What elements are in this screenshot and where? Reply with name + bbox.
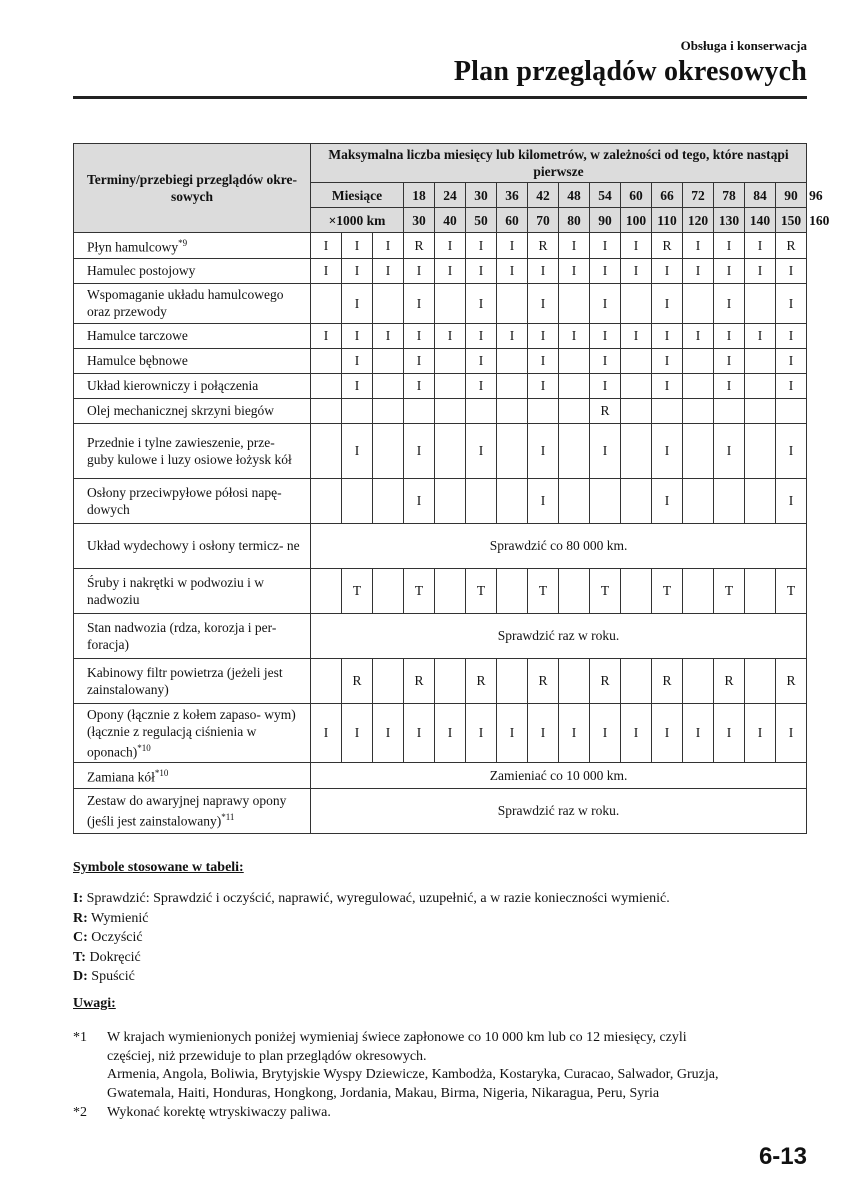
schedule-cell: I: [714, 373, 745, 398]
row-label: Śruby i nakrętki w podwoziu i w nadwoziu: [74, 568, 311, 613]
schedule-cell: I: [466, 233, 497, 259]
schedule-cell: [497, 373, 528, 398]
schedule-cell: I: [497, 258, 528, 283]
schedule-cell: I: [342, 703, 373, 763]
schedule-cell: I: [342, 373, 373, 398]
section-title: Obsługa i konserwacja: [680, 38, 807, 53]
schedule-cell: I: [776, 323, 807, 348]
symbol-item: [73, 911, 149, 927]
schedule-cell: [621, 283, 652, 323]
km-header: 80: [559, 208, 590, 233]
schedule-cell: I: [652, 258, 683, 283]
schedule-cell: R: [342, 658, 373, 703]
schedule-cell: [683, 423, 714, 478]
schedule-cell: I: [528, 478, 559, 523]
schedule-cell: [435, 423, 466, 478]
schedule-cell: I: [342, 283, 373, 323]
symbol-item: [73, 950, 141, 966]
schedule-cell: [559, 568, 590, 613]
schedule-cell: I: [590, 423, 621, 478]
schedule-cell: I: [528, 283, 559, 323]
row-label: Osłony przeciwpyłowe półosi napę- dowych: [74, 478, 311, 523]
schedule-cell: R: [404, 233, 435, 259]
row-instruction: Sprawdzić co 80 000 km.: [311, 523, 807, 568]
schedule-cell: [683, 373, 714, 398]
corner-header: Terminy/przebiegi przeglądów okre- sowych: [74, 144, 311, 233]
row-label: Olej mechanicznej skrzyni biegów: [74, 398, 311, 423]
schedule-cell: [497, 398, 528, 423]
schedule-cell: [404, 398, 435, 423]
schedule-cell: I: [714, 348, 745, 373]
schedule-cell: I: [776, 703, 807, 763]
schedule-cell: I: [342, 323, 373, 348]
schedule-cell: [311, 568, 342, 613]
note-line: Wykonać korektę wtryskiwaczy paliwa.: [107, 1105, 331, 1120]
schedule-cell: T: [652, 568, 683, 613]
symbol-key: D:: [73, 969, 88, 984]
row-label: Hamulce bębnowe: [74, 348, 311, 373]
schedule-cell: [497, 658, 528, 703]
km-label: ×1000 km: [311, 208, 404, 233]
table-row: [74, 613, 807, 658]
schedule-cell: [373, 373, 404, 398]
km-header: 40: [435, 208, 466, 233]
schedule-cell: I: [404, 423, 435, 478]
schedule-cell: I: [435, 323, 466, 348]
symbol-key: C:: [73, 930, 88, 945]
maintenance-schedule-table: Terminy/przebiegi przeglądów okre- sowych Maksymalna liczba miesięcy lub kilometrów, w zależności od tego, które nastąpi pierwsze Miesiące 18 24 30 36 42 48 54 60 66 72 78 84 90 96 ×1000 km 30 40 50 60 70 80 90 100 110 120 130 140 150 160 Płyn hamulcowy$^{*9}$ I I I R I I I R I I I R I I I R Hamulec postojowy I I I I I I I I I I I I I I I I Wspomaganie układu hamulcowego oraz przewody I I I I I I I I Hamulce tarczowe I I I I I I I I I I I I I I I I Hamulce bębnowe I I I I I I I I Układ kierowniczy i połączenia I I I I I I I I Olej mechanicznej skrzyni biegów R Przednie i tylne zawieszenie, prze- guby kulowe i luzy osiowe łożysk kół I I I I I I I I Osłony przeciwpyłowe półosi napę- dowych I I I I Układ wydechowy i osłony termicz- ne Sprawdzić co 80 000 km. Śruby i nakrętki w podwoziu i w nadwoziu T T T T T T T T Stan nadwozia (rdza, korozja i per- foracja) Sprawdzić raz w roku. Kabinowy filtr powietrza (jeżeli jest zainstalowany) R R R R R R R R Opony (łącznie z kołem zapaso- wym) (łącznie z regulacją ciśnienia w oponach)$^{*10}$ I I I I I I I I I I I I I I I I Zamiana kół$^{*10}$ Zamieniać co 10 000 km. Zestaw do awaryjnej naprawy opony (jeśli jest zainstalowany)$^{*11}$ Sprawdzić raz w roku.: [73, 143, 807, 834]
schedule-cell: I: [590, 283, 621, 323]
symbol-text: Wymienić: [91, 910, 149, 926]
schedule-cell: [466, 398, 497, 423]
schedule-cell: [621, 398, 652, 423]
schedule-cell: I: [652, 423, 683, 478]
schedule-cell: [497, 478, 528, 523]
symbol-item: [73, 969, 135, 985]
note-item: [73, 1104, 806, 1123]
schedule-cell: I: [776, 423, 807, 478]
schedule-cell: I: [683, 258, 714, 283]
schedule-cell: I: [342, 233, 373, 259]
schedule-cell: [652, 398, 683, 423]
symbol-key: R:: [73, 910, 88, 926]
schedule-cell: I: [311, 703, 342, 763]
schedule-cell: [435, 658, 466, 703]
schedule-cell: I: [590, 348, 621, 373]
schedule-cell: [559, 478, 590, 523]
schedule-cell: R: [714, 658, 745, 703]
schedule-cell: R: [652, 233, 683, 259]
schedule-cell: I: [590, 233, 621, 259]
schedule-cell: R: [590, 658, 621, 703]
schedule-cell: T: [404, 568, 435, 613]
schedule-cell: I: [404, 323, 435, 348]
schedule-cell: R: [776, 658, 807, 703]
note-line: Armenia, Angola, Boliwia, Brytyjskie Wyspy Dziewicze, Kambodża, Kostaryka, Curacao, Salwador, Gruzja,: [107, 1067, 719, 1082]
schedule-cell: [373, 658, 404, 703]
km-header: 70: [528, 208, 559, 233]
schedule-cell: I: [404, 373, 435, 398]
schedule-cell: T: [342, 568, 373, 613]
schedule-cell: I: [528, 423, 559, 478]
schedule-cell: I: [745, 233, 776, 259]
schedule-cell: [435, 373, 466, 398]
schedule-cell: [621, 348, 652, 373]
schedule-cell: I: [652, 478, 683, 523]
schedule-cell: I: [342, 258, 373, 283]
schedule-cell: I: [745, 258, 776, 283]
schedule-cell: [745, 478, 776, 523]
schedule-cell: [621, 373, 652, 398]
schedule-cell: I: [311, 258, 342, 283]
schedule-cell: I: [373, 233, 404, 259]
schedule-cell: R: [404, 658, 435, 703]
schedule-cell: [373, 283, 404, 323]
row-label: Stan nadwozia (rdza, korozja i per- foracja): [74, 613, 311, 658]
schedule-cell: I: [497, 703, 528, 763]
month-header: 48: [559, 183, 590, 208]
schedule-cell: [373, 348, 404, 373]
table-row: [74, 323, 807, 348]
schedule-cell: [621, 658, 652, 703]
schedule-cell: [497, 423, 528, 478]
km-header: 120: [683, 208, 714, 233]
schedule-cell: I: [652, 323, 683, 348]
schedule-cell: [621, 568, 652, 613]
row-label: Opony (łącznie z kołem zapaso- wym) (łącznie z regulacją ciśnienia w oponach)$^{*10}$: [74, 703, 311, 763]
schedule-cell: T: [528, 568, 559, 613]
month-header: 18: [404, 183, 435, 208]
interval-group-header: Maksymalna liczba miesięcy lub kilometrów, w zależności od tego, które nastąpi pierwsze: [311, 144, 807, 183]
table-row: [74, 233, 807, 259]
schedule-cell: I: [559, 258, 590, 283]
km-header: 150: [776, 208, 807, 233]
table-row: [74, 763, 807, 789]
title-divider: [73, 96, 807, 99]
schedule-cell: I: [776, 258, 807, 283]
month-header: 36: [497, 183, 528, 208]
month-header: 30: [466, 183, 497, 208]
schedule-cell: [714, 478, 745, 523]
table-row: [74, 258, 807, 283]
symbol-key: I:: [73, 891, 84, 906]
footnote-ref: *11: [221, 811, 235, 822]
schedule-cell: [559, 348, 590, 373]
footnote-ref: *10: [137, 742, 151, 753]
table-row: [74, 478, 807, 523]
schedule-cell: I: [621, 233, 652, 259]
schedule-cell: I: [466, 423, 497, 478]
footnote-ref: *9: [178, 238, 188, 248]
km-header: 90: [590, 208, 621, 233]
schedule-cell: [683, 398, 714, 423]
schedule-cell: [373, 398, 404, 423]
schedule-cell: I: [404, 258, 435, 283]
month-header: 84: [745, 183, 776, 208]
note-line: Gwatemala, Haiti, Honduras, Hongkong, Jordania, Makau, Birma, Nigeria, Nikaragua, Peru, Syria: [107, 1085, 660, 1101]
schedule-cell: [497, 568, 528, 613]
row-label: Hamulec postojowy: [74, 258, 311, 283]
schedule-cell: [311, 283, 342, 323]
note-line: W krajach wymienionych poniżej wymieniaj świece zapłonowe co 10 000 km lub co 12 miesięcy, czyli: [107, 1030, 687, 1045]
schedule-cell: T: [776, 568, 807, 613]
table-row: [74, 523, 807, 568]
schedule-cell: I: [621, 258, 652, 283]
schedule-cell: [435, 283, 466, 323]
schedule-cell: I: [404, 703, 435, 763]
schedule-cell: [435, 348, 466, 373]
schedule-cell: I: [776, 348, 807, 373]
table-row: [74, 373, 807, 398]
schedule-cell: I: [652, 373, 683, 398]
schedule-cell: [311, 398, 342, 423]
schedule-cell: I: [311, 233, 342, 259]
schedule-cell: [559, 398, 590, 423]
schedule-cell: [311, 658, 342, 703]
table-row: [74, 398, 807, 423]
schedule-cell: I: [714, 703, 745, 763]
schedule-cell: I: [311, 323, 342, 348]
row-label: Zamiana kół$^{*10}$: [74, 763, 311, 789]
row-label: Układ wydechowy i osłony termicz- ne: [74, 523, 311, 568]
table-row: [74, 658, 807, 703]
schedule-cell: I: [466, 258, 497, 283]
schedule-cell: R: [590, 398, 621, 423]
schedule-cell: I: [652, 703, 683, 763]
schedule-cell: [311, 478, 342, 523]
month-header: 60: [621, 183, 652, 208]
schedule-cell: [528, 398, 559, 423]
schedule-cell: I: [714, 233, 745, 259]
schedule-cell: [342, 478, 373, 523]
symbol-text: Oczyścić: [91, 930, 143, 945]
schedule-cell: [559, 423, 590, 478]
schedule-cell: [311, 373, 342, 398]
schedule-cell: I: [776, 373, 807, 398]
schedule-cell: I: [528, 348, 559, 373]
schedule-cell: [559, 283, 590, 323]
schedule-cell: [373, 568, 404, 613]
schedule-cell: T: [590, 568, 621, 613]
schedule-cell: [745, 373, 776, 398]
month-header: 78: [714, 183, 745, 208]
schedule-cell: [745, 423, 776, 478]
footnote-ref: *10: [154, 768, 169, 778]
symbol-item: [73, 930, 143, 946]
row-instruction: Sprawdzić raz w roku.: [311, 788, 807, 833]
schedule-cell: [745, 658, 776, 703]
schedule-cell: I: [776, 283, 807, 323]
schedule-cell: I: [559, 323, 590, 348]
schedule-cell: I: [404, 283, 435, 323]
km-header: 60: [497, 208, 528, 233]
schedule-cell: I: [435, 703, 466, 763]
schedule-cell: [776, 398, 807, 423]
schedule-cell: I: [590, 323, 621, 348]
schedule-cell: [311, 348, 342, 373]
symbol-text: Sprawdzić: Sprawdzić i oczyścić, naprawić, wyregulować, uzupełnić, a w razie konieczności wymienić.: [86, 891, 670, 906]
row-instruction: Sprawdzić raz w roku.: [311, 613, 807, 658]
schedule-cell: I: [373, 323, 404, 348]
schedule-cell: I: [590, 373, 621, 398]
schedule-cell: I: [683, 233, 714, 259]
row-instruction: Zamieniać co 10 000 km.: [311, 763, 807, 789]
table-row: [74, 283, 807, 323]
month-header: 90: [776, 183, 807, 208]
schedule-cell: I: [621, 323, 652, 348]
month-header: 72: [683, 183, 714, 208]
schedule-cell: [435, 478, 466, 523]
schedule-cell: I: [466, 703, 497, 763]
schedule-cell: T: [714, 568, 745, 613]
schedule-cell: I: [466, 373, 497, 398]
row-label: Kabinowy filtr powietrza (jeżeli jest zainstalowany): [74, 658, 311, 703]
months-label: Miesiące: [311, 183, 404, 208]
month-header: 54: [590, 183, 621, 208]
schedule-cell: I: [652, 348, 683, 373]
symbol-key: T:: [73, 949, 86, 965]
table-row: [74, 788, 807, 833]
schedule-cell: I: [714, 258, 745, 283]
schedule-cell: [621, 423, 652, 478]
schedule-cell: I: [435, 258, 466, 283]
schedule-cell: [745, 283, 776, 323]
row-label: Hamulce tarczowe: [74, 323, 311, 348]
schedule-cell: [466, 478, 497, 523]
schedule-cell: I: [714, 283, 745, 323]
schedule-cell: I: [590, 703, 621, 763]
schedule-cell: [745, 568, 776, 613]
schedule-cell: I: [528, 323, 559, 348]
schedule-cell: I: [528, 373, 559, 398]
schedule-cell: I: [435, 233, 466, 259]
schedule-cell: I: [714, 323, 745, 348]
schedule-cell: [435, 568, 466, 613]
schedule-cell: I: [528, 703, 559, 763]
symbols-title: Symbole stosowane w tabeli:: [73, 860, 244, 875]
schedule-cell: [621, 478, 652, 523]
schedule-cell: I: [497, 233, 528, 259]
note-mark: *2: [73, 1105, 87, 1120]
schedule-cell: I: [466, 323, 497, 348]
notes-title: Uwagi:: [73, 996, 116, 1011]
schedule-cell: [342, 398, 373, 423]
page-title: Plan przeglądów okresowych: [453, 56, 807, 87]
note-line: częściej, niż przewiduje to plan przeglądów okresowych.: [107, 1048, 427, 1064]
row-label: Zestaw do awaryjnej naprawy opony (jeśli jest zainstalowany)$^{*11}$: [74, 788, 311, 833]
schedule-cell: [683, 283, 714, 323]
schedule-cell: I: [342, 423, 373, 478]
schedule-cell: I: [745, 703, 776, 763]
schedule-cell: [559, 658, 590, 703]
table-row: [74, 703, 807, 763]
schedule-cell: I: [373, 258, 404, 283]
schedule-cell: T: [466, 568, 497, 613]
schedule-cell: I: [683, 323, 714, 348]
table-row: [74, 568, 807, 613]
symbol-text: Spuścić: [91, 969, 135, 984]
schedule-cell: I: [404, 348, 435, 373]
month-header: 66: [652, 183, 683, 208]
schedule-cell: I: [373, 703, 404, 763]
schedule-cell: R: [652, 658, 683, 703]
schedule-cell: [559, 373, 590, 398]
km-header: 130: [714, 208, 745, 233]
row-label: Wspomaganie układu hamulcowego oraz przewody: [74, 283, 311, 323]
schedule-cell: I: [683, 703, 714, 763]
schedule-cell: [683, 348, 714, 373]
row-label: Układ kierowniczy i połączenia: [74, 373, 311, 398]
schedule-cell: R: [466, 658, 497, 703]
table-row: [74, 348, 807, 373]
schedule-cell: [435, 398, 466, 423]
schedule-cell: [745, 398, 776, 423]
schedule-cell: I: [590, 258, 621, 283]
schedule-cell: [683, 478, 714, 523]
note-mark: *1: [73, 1030, 87, 1045]
schedule-cell: I: [559, 703, 590, 763]
schedule-cell: I: [466, 283, 497, 323]
note-item: [73, 1029, 806, 1103]
schedule-cell: I: [652, 283, 683, 323]
schedule-cell: [311, 423, 342, 478]
schedule-cell: [497, 283, 528, 323]
schedule-cell: [683, 658, 714, 703]
schedule-cell: R: [528, 233, 559, 259]
km-header: 140: [745, 208, 776, 233]
schedule-cell: [373, 423, 404, 478]
schedule-cell: I: [714, 423, 745, 478]
schedule-cell: I: [528, 258, 559, 283]
schedule-cell: R: [528, 658, 559, 703]
km-header: 30: [404, 208, 435, 233]
schedule-cell: I: [466, 348, 497, 373]
schedule-cell: I: [342, 348, 373, 373]
schedule-cell: I: [776, 478, 807, 523]
schedule-cell: [745, 348, 776, 373]
month-header: 24: [435, 183, 466, 208]
schedule-cell: [714, 398, 745, 423]
row-label: Płyn hamulcowy$^{*9}$: [74, 233, 311, 259]
schedule-cell: [683, 568, 714, 613]
km-header: 50: [466, 208, 497, 233]
schedule-cell: I: [559, 233, 590, 259]
row-label: Przednie i tylne zawieszenie, prze- guby kulowe i luzy osiowe łożysk kół: [74, 423, 311, 478]
symbol-text: Dokręcić: [89, 949, 141, 965]
table-row: [74, 423, 807, 478]
month-header: 42: [528, 183, 559, 208]
schedule-cell: [373, 478, 404, 523]
schedule-cell: R: [776, 233, 807, 259]
schedule-cell: I: [621, 703, 652, 763]
km-header: 110: [652, 208, 683, 233]
schedule-cell: I: [745, 323, 776, 348]
symbol-item: [73, 891, 670, 907]
schedule-cell: I: [404, 478, 435, 523]
km-header: 100: [621, 208, 652, 233]
schedule-cell: I: [497, 323, 528, 348]
page-number: 6-13: [758, 1143, 807, 1170]
schedule-cell: [497, 348, 528, 373]
schedule-cell: [590, 478, 621, 523]
